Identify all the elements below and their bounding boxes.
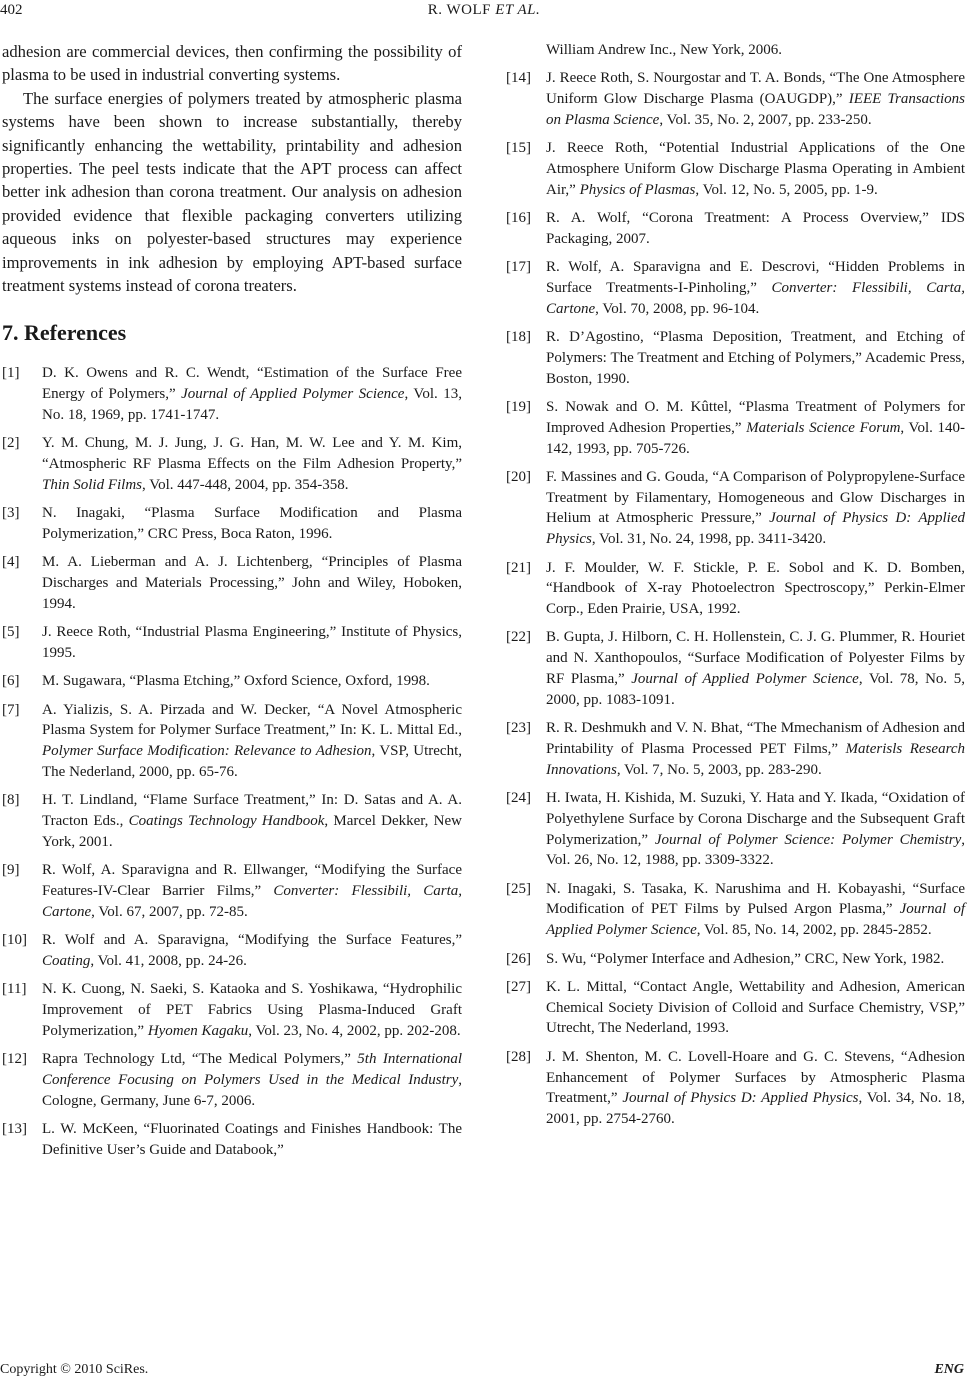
reference-item <box>506 327 965 389</box>
reference-item <box>506 627 965 710</box>
reference-source-title: Journal of Applied Polymer Science <box>631 671 859 688</box>
reference-number: [6] <box>2 673 20 690</box>
reference-item <box>506 68 965 130</box>
reference-number: [11] <box>2 981 27 998</box>
reference-source-title: Coatings Technology Handbook <box>128 813 325 830</box>
page-number: 402 <box>0 2 23 18</box>
reference-text: J. Reece Roth, “Industrial Plasma Engineering,” Institute of Physics, 1995. <box>42 624 462 662</box>
reference-text: R. Wolf and A. Sparavigna, “Modifying the Surface Features,” <box>42 932 462 949</box>
reference-item <box>506 467 965 550</box>
reference-text: Y. M. Chung, M. J. Jung, J. G. Han, M. W. Lee and Y. M. Kim, “Atmospheric RF Plasma Effects on the Film Adhesion Property,” <box>42 435 462 473</box>
reference-text: Rapra Technology Ltd, “The Medical Polymers,” <box>42 1051 358 1068</box>
reference-text: M. Sugawara, “Plasma Etching,” Oxford Science, Oxford, 1998. <box>42 673 430 690</box>
reference-text: R. Wolf, A. Sparavigna and E. Descrovi, “Hidden Problems in Surface Treatments-I-Pinholing,” <box>546 259 965 296</box>
reference-text: D. K. Owens and R. C. Wendt, “Estimation of the Surface Free Energy of Polymers,” <box>42 365 462 403</box>
reference-number: [24] <box>506 790 531 806</box>
reference-item <box>506 138 965 200</box>
reference-source-title: Journal of Physics D: Applied Physics <box>546 510 965 548</box>
running-header-etal: ET AL. <box>495 2 541 18</box>
reference-details: , Marcel Dekker, New York, 2001. <box>42 813 462 850</box>
reference-details: , Vol. 140-142, 1993, pp. 705-726. <box>546 419 966 457</box>
reference-number: [22] <box>506 629 531 646</box>
reference-details: , Vol. 23, No. 4, 2002, pp. 202-208. <box>248 1022 461 1039</box>
reference-text: R. R. Deshmukh and V. N. Bhat, “The Mmechanism of Adhesion and Printability of Plasma Processed PET Films,” <box>546 720 965 757</box>
reference-details: , Vol. 26, No. 12, 1988, pp. 3309-3322. <box>546 831 965 869</box>
reference-source-title: Physics of Plasmas <box>579 181 696 198</box>
reference-source-title: 5th International Conference Focusing on Polymers Used in the Medical Industry <box>42 1051 463 1088</box>
reference-text: H. T. Lindland, “Flame Surface Treatment,” In: D. Satas and A. A. Tracton Eds., <box>42 792 462 830</box>
reference-item <box>2 979 462 1041</box>
reference-item <box>506 718 965 780</box>
running-header-authors: R. WOLF <box>427 2 491 18</box>
reference-number: [13] <box>2 1120 27 1137</box>
reference-number: [2] <box>2 435 20 452</box>
reference-number: [8] <box>2 792 20 809</box>
right-column <box>506 40 965 1137</box>
reference-item <box>2 1049 462 1111</box>
left-column <box>2 40 462 1168</box>
reference-item <box>2 930 462 972</box>
reference-source-title: Thin Solid Films <box>42 476 143 493</box>
reference-text: N. Inagaki, “Plasma Surface Modification and Plasma Polymerization,” CRC Press, Boca Raton, 1996. <box>42 505 462 543</box>
reference-text: J. F. Moulder, W. F. Stickle, P. E. Sobol and K. D. Bomben, “Handbook of X-ray Photoelectron Spectroscopy,” Perkin-Elmer Corp., Eden Prairie, USA, 1992. <box>546 559 965 618</box>
reference-number: [5] <box>2 624 20 641</box>
reference-item <box>506 397 965 459</box>
reference-number: [27] <box>506 978 531 995</box>
reference-text: S. Wu, “Polymer Interface and Adhesion,” CRC, New York, 1982. <box>546 950 945 967</box>
reference-item <box>506 788 965 871</box>
reference-number: [3] <box>2 505 20 522</box>
reference-source-title: Materisls Research Innovations <box>546 740 966 778</box>
reference-source-title: Materials Science Forum <box>746 419 901 436</box>
reference-number: [23] <box>506 720 531 737</box>
reference-number: [4] <box>2 554 20 571</box>
reference-details: , Vol. 447-448, 2004, pp. 354-358. <box>142 476 349 493</box>
reference-text: F. Massines and G. Gouda, “A Comparison of Polypropylene-Surface Treatment by Filamentary, Homogeneous and Glow Discharges in Helium at Atmospheric Pressure,” <box>546 468 965 527</box>
reference-text: R. A. Wolf, “Corona Treatment: A Process Overview,” IDS Packaging, 2007. <box>546 210 965 247</box>
reference-number: [21] <box>506 559 531 576</box>
reference-item <box>506 1047 965 1130</box>
reference-text: R. D’Agostino, “Plasma Deposition, Treatment, and Etching of Polymers: The Treatment and Etching of Polymers,” Academic Press, Boston, 1990. <box>546 329 965 387</box>
reference-item <box>2 860 462 922</box>
reference-source-title: Hyomen Kagaku <box>147 1022 249 1039</box>
reference-number: [7] <box>2 701 20 718</box>
reference-text: K. L. Mittal, “Contact Angle, Wettability and Adhesion, American Chemical Society Division of Colloid and Surface Chemistry, VSP,” Utrecht, The Nederland, 1993. <box>546 978 965 1037</box>
reference-details: , Vol. 41, 2008, pp. 24-26. <box>90 952 247 969</box>
reference-item <box>506 977 965 1039</box>
reference-item <box>2 1119 462 1161</box>
reference-item <box>506 208 965 250</box>
reference-details: , Vol. 70, 2008, pp. 96-104. <box>595 300 760 317</box>
reference-details: , Vol. 7, No. 5, 2003, pp. 283-290. <box>616 761 822 778</box>
reference-item <box>2 363 462 425</box>
reference-text: S. Nowak and O. M. Kûttel, “Plasma Treatment of Polymers for Improved Adhesion Properties,” <box>546 398 965 436</box>
reference-number: [1] <box>2 365 20 382</box>
reference-item <box>2 433 462 495</box>
reference-text: M. A. Lieberman and A. J. Lichtenberg, “Principles of Plasma Discharges and Materials Processing,” John and Wiley, Hoboken, 1994. <box>42 554 462 612</box>
reference-details: , Vol. 13, No. 18, 1969, pp. 1741-1747. <box>42 386 462 424</box>
reference-source-title: Converter: Flessibili, Carta, Cartone <box>42 883 462 920</box>
reference-source-title: Journal of Applied Polymer Science <box>181 386 405 403</box>
reference-item <box>506 949 965 970</box>
reference-text: N. Inagaki, S. Tasaka, K. Narushima and H. Kobayashi, “Surface Modification of PET Films by Pulsed Argon Plasma,” <box>546 880 965 918</box>
reference-details: , Vol. 34, No. 18, 2001, pp. 2754-2760. <box>546 1090 965 1128</box>
reference-item <box>2 503 462 545</box>
reference-item <box>2 790 462 852</box>
reference-item <box>2 622 462 664</box>
reference-source-title: Coating <box>42 952 91 969</box>
reference-details: , VSP, Utrecht, The Nederland, 2000, pp. 65-76. <box>42 743 462 781</box>
reference-number: [19] <box>506 398 531 415</box>
reference-number: [25] <box>506 880 531 897</box>
reference-text: R. Wolf, A. Sparavigna and R. Ellwanger, “Modifying the Surface Features-IV-Clear Barrier Films,” <box>42 862 462 899</box>
reference-details: , Vol. 85, No. 14, 2002, pp. 2845-2852. <box>696 922 932 939</box>
reference-number: [17] <box>506 259 531 276</box>
reference-source-title: Journal of Polymer Science: Polymer Chemistry <box>654 831 962 848</box>
footer-copyright: Copyright © 2010 SciRes. <box>0 1362 149 1377</box>
reference-item <box>506 40 965 61</box>
reference-details: , Vol. 31, No. 24, 1998, pp. 3411-3420. <box>591 531 827 548</box>
reference-text: J. M. Shenton, M. C. Lovell-Hoare and G. C. Stevens, “Adhesion Enhancement of Polymer Surfaces by Atmospheric Plasma Treatment,” <box>546 1048 965 1107</box>
reference-text: William Andrew Inc., New York, 2006. <box>546 42 783 58</box>
running-header <box>0 2 968 19</box>
reference-number: [16] <box>506 210 531 227</box>
reference-text: A. Yializis, S. A. Pirzada and W. Decker, “A Novel Atmospheric Plasma System for Polymer Surface Treatment,” In: K. L. Mittal Ed., <box>42 701 462 739</box>
reference-list-left <box>2 363 462 1160</box>
reference-item <box>2 671 462 692</box>
reference-text: J. Reece Roth, “Potential Industrial Applications of the One Atmosphere Uniform Glow Discharge Plasma Operating in Ambient Air,” <box>546 140 965 198</box>
reference-source-title: Converter: Flessibili, Carta, Cartone <box>546 279 965 317</box>
reference-text: B. Gupta, J. Hilborn, C. H. Hollenstein, C. J. G. Plummer, R. Houriet and N. Xanthopoulos, “Surface Modification of Polyester Films by RF Plasma,” <box>546 629 965 688</box>
reference-source-title: Journal of Physics D: Applied Physics <box>622 1090 859 1107</box>
reference-number: [20] <box>506 468 531 485</box>
body-paragraph: adhesion are commercial devices, then confirming the possibility of plasma to be used in industrial converting systems. <box>2 42 462 85</box>
reference-text: N. K. Cuong, N. Saeki, S. Kataoka and S. Yoshikawa, “Hydrophilic Improvement of PET Fabrics Using Plasma-Induced Graft Polymerization,” <box>42 981 462 1039</box>
reference-number: [26] <box>506 950 531 967</box>
reference-item <box>506 558 965 620</box>
reference-number: [14] <box>506 70 531 87</box>
reference-item <box>2 700 462 783</box>
reference-number: [18] <box>506 329 531 346</box>
reference-number: [10] <box>2 932 27 949</box>
reference-text: L. W. McKeen, “Fluorinated Coatings and Finishes Handbook: The Definitive User’s Guide and Databook,” <box>42 1120 462 1158</box>
section-title: 7. References <box>2 320 127 346</box>
reference-list-right <box>506 40 965 1130</box>
reference-details: , Vol. 78, No. 5, 2000, pp. 1083-1091. <box>546 671 965 708</box>
reference-text: H. Iwata, H. Kishida, M. Suzuki, Y. Hata and Y. Ikada, “Oxidation of Polyethylene Surface by Corona Discharge and the Subsequent Graft Polymerization,” <box>546 790 965 848</box>
reference-item <box>506 257 965 319</box>
reference-source-title: Journal of Applied Polymer Science <box>546 901 965 939</box>
reference-text: J. Reece Roth, S. Nourgostar and T. A. Bonds, “The One Atmosphere Uniform Glow Discharge Plasma (OAUGDP),” <box>546 70 965 108</box>
footer-journal: ENG <box>934 1362 964 1377</box>
reference-item <box>2 552 462 614</box>
reference-item <box>506 879 965 941</box>
reference-details: , Cologne, Germany, June 6-7, 2006. <box>42 1071 462 1109</box>
reference-number: [28] <box>506 1048 531 1065</box>
reference-number: [12] <box>2 1051 27 1068</box>
reference-details: , Vol. 35, No. 2, 2007, pp. 233-250. <box>659 111 872 128</box>
reference-source-title: Polymer Surface Modification: Relevance to Adhesion <box>42 743 372 760</box>
body-paragraph: The surface energies of polymers treated by atmospheric plasma systems have been shown to increase substantially, thereby significantly enhancing the wettability, printability and adhesion properties. The peel tests indicate that the APT process can affect better ink adhesion than corona treatment. Our analysis on adhesion provided evidence that flexible packaging converters utilizing aqueous inks on polyester-based structures may experience improvements in ink adhesion by employing APT-based surface treatment systems instead of corona treaters. <box>2 88 462 296</box>
reference-details: , Vol. 67, 2007, pp. 72-85. <box>91 903 248 920</box>
reference-details: , Vol. 12, No. 5, 2005, pp. 1-9. <box>695 181 878 198</box>
reference-source-title: IEEE Transactions on Plasma Science <box>546 91 965 128</box>
reference-number: [15] <box>506 140 531 157</box>
reference-number: [9] <box>2 862 20 879</box>
